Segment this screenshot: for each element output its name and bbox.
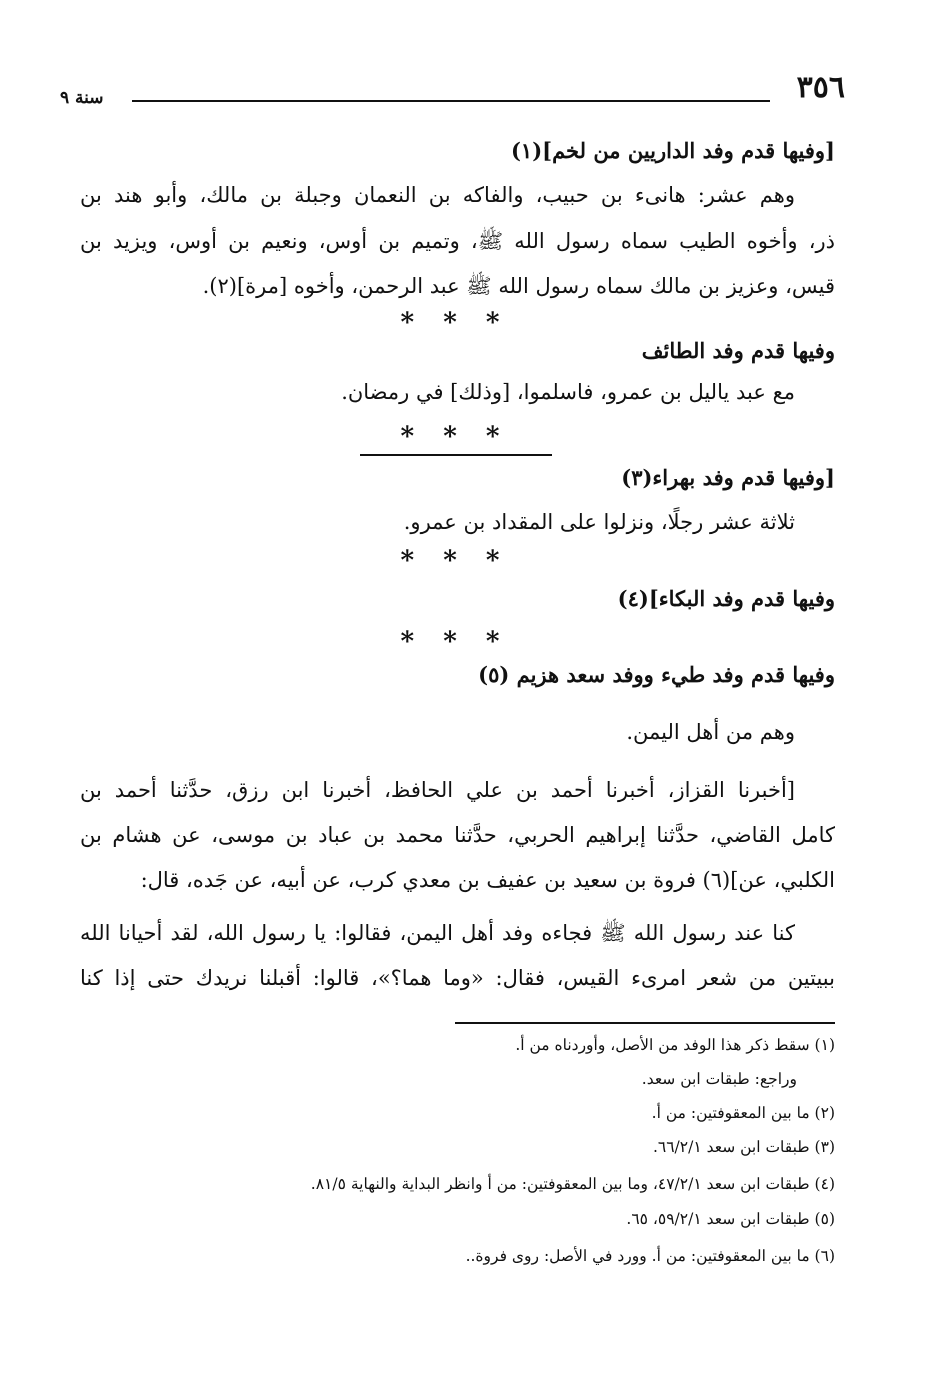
section-divider-stars: * * * (400, 546, 510, 576)
body-line: وهم عشر: هانىء بن حبيب، والفاكه بن النعمان وجبلة بن مالك، وأبو هند بن (80, 183, 795, 207)
footnote: (٤) طبقات ابن سعد ٤٧/٢/١، وما بين المعقوفتين: من أ وانظر البداية والنهاية ٨١/٥. (310, 1175, 835, 1193)
isnad-line: الكلبي، عن](٦) فروة بن سعيد بن عفيف بن معدي كرب، عن أبيه، عن جَده، قال: (140, 868, 835, 892)
running-header-year: سنة ٩ (60, 88, 104, 108)
section-heading: وفيها قدم وفد البكاء](٤) (617, 586, 835, 611)
narrative-line: كنا عند رسول الله ﷺ فجاءه وفد أهل اليمن، فقالوا: يا رسول الله، لقد أحيانا الله (80, 921, 795, 945)
body-line: قيس، وعزيز بن مالك سماه رسول الله ﷺ عبد الرحمن، وأخوه [مرة](٢). (202, 274, 835, 298)
footnote: وراجع: طبقات ابن سعد. (641, 1070, 797, 1088)
separator-rule (360, 454, 552, 456)
isnad-line: كامل القاضي، حدَّثنا إبراهيم الحربي، حدَّثنا محمد بن عباد بن موسى، عن هشام بن (80, 823, 835, 847)
section-heading: وفيها قدم وفد طيء ووفد سعد هزيم (٥) (478, 662, 835, 687)
section-heading: [وفيها قدم وفد الداريين من لخم](١) (510, 138, 835, 163)
section-heading: وفيها قدم وفد الطائف (641, 338, 835, 363)
header-rule (132, 100, 770, 102)
footnote: (٥) طبقات ابن سعد ٥٩/٢/١، ٦٥. (626, 1210, 835, 1228)
body-line: مع عبد ياليل بن عمرو، فاسلموا، [وذلك] في رمضان. (341, 380, 795, 404)
isnad-line: [أخبرنا القزاز، أخبرنا أحمد بن علي الحافظ، أخبرنا ابن رزق، حدَّثنا أحمد بن (80, 778, 795, 802)
narrative-line: ببيتين من شعر امرىء القيس، فقال: «وما هما؟»، قالوا: أقبلنا نريدك حتى إذا كنا (80, 966, 835, 990)
body-line: وهم من أهل اليمن. (626, 720, 795, 744)
section-divider-stars: * * * (400, 308, 510, 338)
footnote: (١) سقط ذكر هذا الوفد من الأصل، وأوردناه من أ. (515, 1036, 835, 1054)
body-line: ذر، وأخوه الطيب سماه رسول الله ﷺ، وتميم بن أوس، ونعيم بن أوس، ويزيد بن (80, 229, 835, 253)
footnote: (٦) ما بين المعقوفتين: من أ. وورد في الأصل: روى فروة.. (465, 1247, 835, 1265)
page-number: ٣٥٦ (796, 70, 845, 105)
section-heading: [وفيها قدم وفد بهراء(٣) (621, 465, 835, 490)
footnote: (٣) طبقات ابن سعد ٦٦/٢/١. (652, 1138, 835, 1156)
footnote: (٢) ما بين المعقوفتين: من أ. (651, 1104, 835, 1122)
body-line: ثلاثة عشر رجلًا، ونزلوا على المقداد بن عمرو. (403, 510, 795, 534)
section-divider-stars: * * * (400, 627, 510, 657)
section-divider-stars: * * * (400, 422, 510, 452)
footnote-rule (455, 1022, 835, 1024)
